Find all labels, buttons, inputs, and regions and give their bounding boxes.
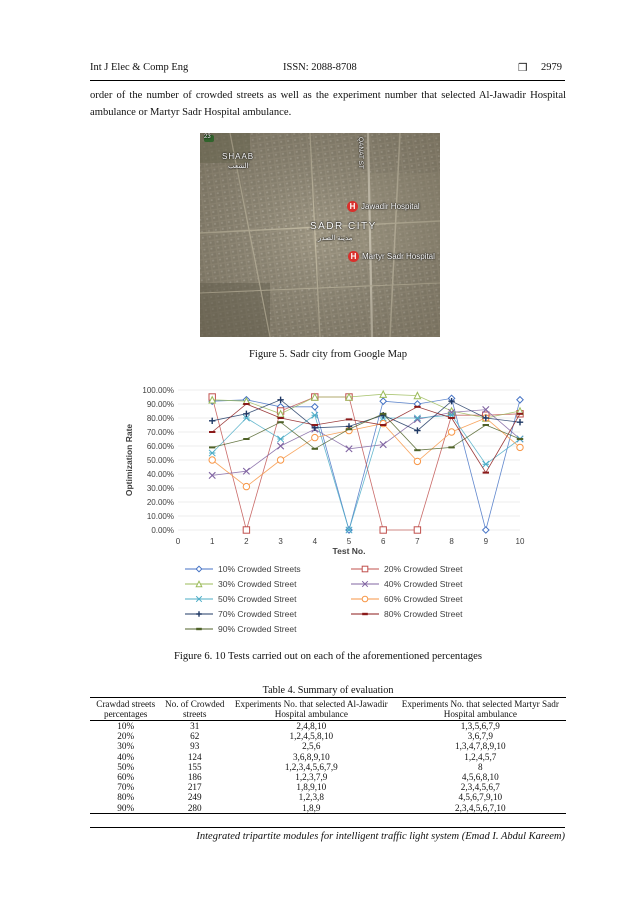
table-cell: 20%	[117, 731, 135, 742]
legend-item	[350, 562, 462, 575]
series-line	[212, 418, 520, 487]
table-cell: 280	[161, 803, 228, 814]
data-point	[517, 444, 523, 450]
table-row	[90, 792, 566, 802]
table-cell: 4,5,6,7,9,10	[458, 792, 503, 803]
data-point	[414, 415, 420, 421]
header-rule	[90, 80, 565, 81]
table-row	[90, 803, 566, 814]
body-paragraph: order of the number of crowded streets as well as the experiment number that selected Al-Jawadir Hospital ambulance or Martyr Sadr Hospital ambulance.	[90, 90, 566, 118]
data-point	[414, 458, 420, 464]
road-shield: 23	[204, 134, 211, 140]
data-point	[414, 527, 420, 533]
x-tick-label: 2	[244, 537, 249, 546]
sadr-city-map	[200, 133, 440, 337]
legend-label: 90% Crowded Street	[218, 623, 297, 634]
table-cell: 2,3,4,5,6,7	[460, 782, 500, 793]
table-cell: 93	[190, 741, 200, 752]
table-cell: 1,8,9	[228, 803, 395, 814]
data-point	[277, 457, 283, 463]
legend-swatch	[350, 579, 380, 589]
table-cell: 1,2,3,4,5,6,7,9	[284, 761, 338, 772]
x-axis-label: Test No.	[332, 546, 366, 556]
table-cell: 8	[478, 761, 483, 772]
table-cell: 80%	[117, 792, 135, 803]
table-header: Crawdad streets percentages	[90, 698, 161, 721]
y-tick-label: 90.00%	[146, 400, 174, 409]
figure6-caption: Figure 6. 10 Tests carried out on each of the aforementioned percentages	[174, 651, 482, 662]
issn: ISSN: 2088-8708	[283, 62, 357, 73]
legend-label: 40% Crowded Street	[384, 578, 463, 589]
table-cell: 1,3,5,6,7,9	[460, 721, 500, 731]
data-point	[312, 412, 318, 418]
table-cell: 1,8,9,10	[296, 782, 327, 793]
table-row	[90, 762, 566, 772]
legend-label: 80% Crowded Street	[384, 608, 463, 619]
legend-swatch	[184, 564, 214, 574]
table-cell: 1,2,3,7,9	[295, 772, 328, 783]
y-tick-label: 50.00%	[146, 456, 174, 465]
data-point	[312, 434, 318, 440]
map-label-jawadir: Jawadir Hospital	[361, 202, 420, 211]
legend-swatch	[184, 624, 214, 634]
table-cell: 60%	[117, 772, 135, 783]
table-row	[90, 772, 566, 782]
summary-table	[90, 697, 566, 814]
table-cell: 62	[190, 731, 200, 742]
legend-label: 60% Crowded Street	[384, 593, 463, 604]
table-cell: 31	[190, 721, 200, 731]
table-row	[90, 731, 566, 741]
map-label-shaab: SHAAB	[222, 152, 255, 161]
map-label-road: QANAT ST	[357, 137, 364, 169]
table-row	[90, 752, 566, 762]
y-axis-label: Optimization Rate	[124, 423, 134, 497]
y-tick-label: 0.00%	[151, 526, 174, 535]
legend-label: 10% Crowded Streets	[218, 563, 301, 574]
legend-swatch	[350, 609, 380, 619]
data-point	[517, 419, 523, 425]
table-cell: 30%	[117, 741, 135, 752]
table-cell: 1,2,4,5,7	[464, 751, 497, 762]
data-point	[312, 404, 318, 410]
x-tick-label: 8	[449, 537, 454, 546]
table-cell: 2,5,6	[302, 741, 321, 752]
table-cell: 3,6,7,9	[467, 731, 493, 742]
table-cell: 70%	[117, 782, 135, 793]
legend-swatch	[184, 609, 214, 619]
x-tick-label: 6	[380, 537, 386, 546]
data-point	[243, 527, 249, 533]
table-cell: 1,2,4,5,8,10	[289, 731, 334, 742]
table-row	[90, 741, 566, 751]
table-cell: 124	[187, 751, 202, 762]
y-tick-label: 70.00%	[146, 428, 174, 437]
series-line	[212, 394, 520, 418]
map-label-sadr-city: SADR CITY	[310, 221, 377, 232]
legend-item	[184, 577, 296, 590]
hospital-marker-icon: H	[347, 201, 358, 212]
table-row	[90, 721, 566, 732]
table-cell: 3,6,8,9,10	[292, 751, 330, 762]
map-label-shaab-ar: الشعب	[228, 163, 249, 170]
table-cell: 90%	[90, 803, 161, 814]
legend-swatch	[350, 594, 380, 604]
box-icon: ❒	[518, 63, 528, 74]
footer-citation: Integrated tripartite modules for intelligent traffic light system (Emad I. Abdul Kareem)	[196, 831, 565, 842]
data-point	[414, 416, 420, 422]
legend-item	[184, 562, 301, 575]
table-cell: 2,3,4,5,6,7,10	[395, 803, 566, 814]
hospital-marker-icon: H	[348, 251, 359, 262]
data-point	[448, 429, 454, 435]
table-title: Table 4. Summary of evaluation	[262, 685, 394, 696]
table-cell: 249	[187, 792, 202, 803]
table-row	[90, 782, 566, 792]
table-cell: 1,2,3,8	[298, 792, 324, 803]
data-point	[209, 457, 215, 463]
y-tick-label: 20.00%	[146, 498, 174, 507]
data-point	[277, 436, 283, 442]
table-cell: 40%	[117, 751, 135, 762]
legend-swatch	[184, 594, 214, 604]
legend-item	[184, 622, 296, 635]
series-line	[212, 397, 520, 530]
table-cell: 10%	[117, 721, 135, 731]
legend-item	[184, 592, 296, 605]
legend-item	[350, 577, 462, 590]
y-tick-label: 100.00%	[142, 386, 174, 395]
x-tick-label: 7	[415, 537, 420, 546]
legend-swatch	[350, 564, 380, 574]
x-tick-label: 9	[483, 537, 489, 546]
data-point	[483, 527, 489, 533]
table-header: Experiments No. that selected Al-Jawadir Hospital ambulance	[228, 698, 395, 721]
legend-label: 50% Crowded Street	[218, 593, 297, 604]
data-point	[209, 450, 215, 456]
table-cell: 217	[187, 782, 202, 793]
x-tick-label: 4	[312, 537, 318, 546]
legend-item	[184, 607, 296, 620]
legend-label: 70% Crowded Street	[218, 608, 297, 619]
data-point	[380, 527, 386, 533]
legend-label: 30% Crowded Street	[218, 578, 297, 589]
footer-rule	[90, 827, 565, 828]
map-label-martyr: Martyr Sadr Hospital	[362, 252, 435, 261]
y-tick-label: 60.00%	[146, 442, 174, 451]
map-label-sadr-city-ar: مدينة الصدر	[318, 235, 353, 242]
data-point	[380, 398, 386, 404]
y-tick-label: 30.00%	[146, 484, 174, 493]
page-number: 2979	[541, 62, 562, 73]
y-tick-label: 40.00%	[146, 470, 174, 479]
chart-legend	[184, 562, 504, 638]
table-cell: 4,5,6,8,10	[461, 772, 499, 783]
table-header: Experiments No. that selected Martyr Sadr Hospital ambulance	[395, 698, 566, 721]
table-cell: 1,3,4,7,8,9,10	[455, 741, 506, 752]
figure5-caption: Figure 5. Sadr city from Google Map	[249, 349, 407, 360]
legend-label: 20% Crowded Street	[384, 563, 463, 574]
x-tick-label: 3	[278, 537, 283, 546]
table-cell: 2,4,8,10	[296, 721, 327, 731]
legend-item	[350, 592, 462, 605]
data-point	[243, 483, 249, 489]
data-point	[209, 418, 215, 424]
x-tick-label: 0	[175, 537, 181, 546]
x-tick-label: 1	[209, 537, 215, 546]
y-tick-label: 80.00%	[146, 414, 174, 423]
data-point	[483, 461, 489, 467]
table-header: No. of Crowded streets	[161, 698, 228, 721]
legend-swatch	[184, 579, 214, 589]
legend-item	[350, 607, 462, 620]
table-cell: 155	[187, 761, 202, 772]
data-point	[517, 397, 523, 403]
journal-name: Int J Elec & Comp Eng	[90, 62, 189, 73]
table-cell: 186	[187, 772, 202, 783]
x-tick-label: 5	[346, 537, 352, 546]
table-cell: 50%	[117, 761, 135, 772]
y-tick-label: 10.00%	[146, 512, 174, 521]
x-tick-label: 10	[515, 537, 525, 546]
